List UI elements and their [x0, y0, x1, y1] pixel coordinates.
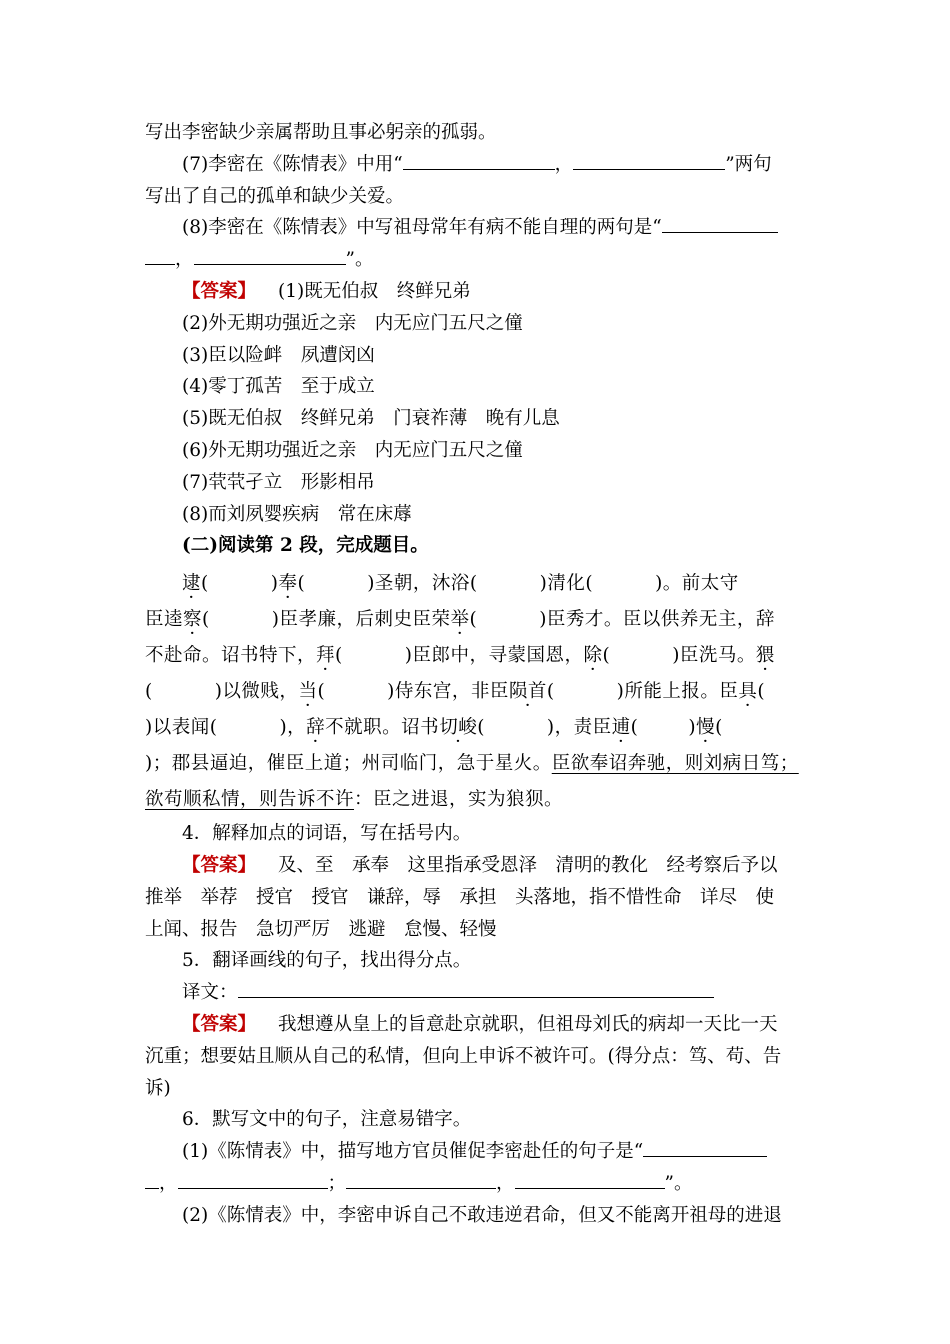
answer-blank[interactable]: [145, 1169, 159, 1189]
answer-line: (3)臣以险衅 夙遭闵凶: [182, 344, 375, 366]
passage-line: 不赴命。诏书特下，拜( )臣郎中，寻蒙国恩，除( )臣洗马。猥: [145, 645, 775, 667]
answer-block-5: 【答案】 我想遵从皇上的旨意赴京就职，但祖母刘氏的病却一天比一天: [182, 1013, 778, 1035]
answer-line: (7)茕茕孑立 形影相吊: [182, 471, 375, 493]
answer-line: (5)既无伯叔 终鲜兄弟 门衰祚薄 晚有儿息: [182, 408, 560, 430]
answer-blank[interactable]: [515, 1169, 665, 1189]
passage-line: 逮( )奉( )圣朝，沐浴( )清化( )。前太守: [182, 573, 739, 595]
passage-line: 臣逵察( )臣孝廉，后刺史臣荣举( )臣秀才。臣以供养无主，辞: [145, 609, 775, 631]
question-6-1: (1)《陈情表》中，描写地方官员催促李密赴任的句子是“: [145, 1136, 807, 1168]
answer-blank[interactable]: [643, 1137, 767, 1157]
answer-tag: 【答案】: [182, 280, 257, 302]
question-intro-line: 写出李密缺少亲属帮助且事必躬亲的孤弱。: [145, 122, 497, 143]
question-8-cont: ， ”。: [145, 244, 807, 276]
answer-tag: 【答案】: [182, 854, 257, 876]
answer-blank[interactable]: [403, 150, 555, 170]
underlined-sentence: 欲苟顺私情，则告诉不许: [145, 789, 355, 811]
answer-block-4: 【答案】 及、至 承奉 这里指承受恩泽 清明的教化 经考察后予以: [182, 854, 778, 876]
question-6-1-cont: ， ； ， ”。: [145, 1168, 807, 1200]
answer-line: 沉重；想要姑且顺从自己的私情，但向上申诉不被许可。(得分点：笃、苟、告: [145, 1045, 782, 1067]
answer-blank[interactable]: [573, 150, 725, 170]
document-page: [145, 117, 807, 1232]
question-6-2: (2)《陈情表》中，李密申诉自己不敢违逆君命，但又不能离开祖母的进退: [182, 1204, 782, 1226]
question-6: 6．默写文中的句子，注意易错字。: [182, 1109, 472, 1131]
question-8: (8)李密在《陈情表》中写祖母常年有病不能自理的两句是“: [145, 212, 807, 244]
answer-line: (2)外无期功强近之亲 内无应门五尺之僮: [182, 312, 523, 334]
answer-blank[interactable]: [662, 213, 778, 233]
answer-line: 诉): [145, 1077, 171, 1099]
passage-line: )以表闻( )，辞不就职。诏书切峻( )，责臣逋( )慢(: [145, 717, 723, 739]
question-4: 4．解释加点的词语，写在括号内。: [182, 823, 472, 845]
answer-tag: 【答案】: [182, 1013, 257, 1035]
answer-block-1: 【答案】 (1)既无伯叔 终鲜兄弟: [182, 280, 471, 302]
answer-line: (4)零丁孤苦 至于成立: [182, 376, 375, 398]
passage: [145, 562, 807, 818]
section-heading: (二)阅读第 2 段，完成题目。: [182, 535, 429, 557]
translation-blank[interactable]: [238, 978, 714, 998]
question-5: 5．翻译画线的句子，找出得分点。: [182, 950, 472, 972]
question-7-cont: 写出了自己的孤单和缺少关爱。: [145, 185, 405, 207]
passage-line: ( )以微贱，当( )侍东宫，非臣陨首( )所能上报。臣具(: [145, 681, 766, 703]
answer-blank[interactable]: [178, 1169, 328, 1189]
answer-blank[interactable]: [194, 245, 346, 265]
underlined-sentence: 臣欲奉诏奔驰，则刘病日笃；: [551, 753, 799, 775]
answer-line: (8)而刘夙婴疾病 常在床蓐: [182, 503, 412, 525]
answer-line: 上闻、报告 急切严厉 逃避 怠慢、轻慢: [145, 918, 497, 940]
passage-line: )；郡县逼迫，催臣上道；州司临门，急于星火。臣欲奉诏奔驰，则刘病日笃；: [145, 753, 799, 775]
answer-line: (6)外无期功强近之亲 内无应门五尺之僮: [182, 439, 523, 461]
answer-line: 推举 举荐 授官 授官 谦辞，辱 承担 头落地，指不惜性命 详尽 使: [145, 886, 775, 908]
translation-line: 译文：: [145, 977, 807, 1009]
question-7: (7)李密在《陈情表》中用“ ， ”两句: [145, 149, 807, 181]
answer-blank[interactable]: [346, 1169, 496, 1189]
passage-line: 欲苟顺私情，则告诉不许：臣之进退，实为狼狈。: [145, 789, 564, 811]
answer-blank[interactable]: [145, 245, 175, 265]
